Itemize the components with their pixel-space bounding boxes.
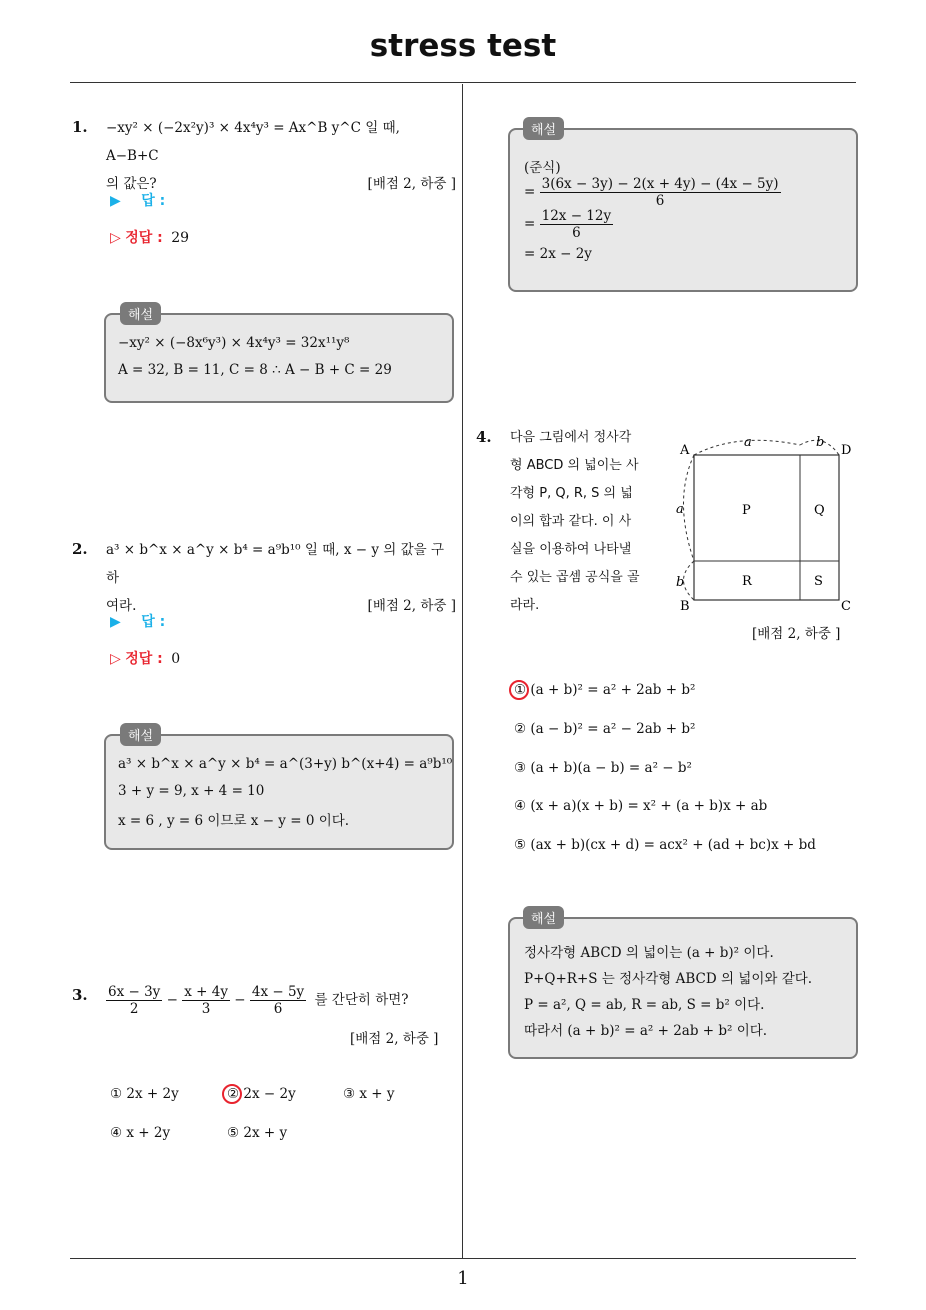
label-a-vertex: A [680,443,690,458]
q3-tail: 를 간단히 하면? [314,992,409,1008]
q3-explanation-tag: 해설 [523,117,564,140]
q3-choice-4[interactable]: ④ x + 2y [110,1125,171,1141]
q2-text [106,536,456,620]
q4-choice-4[interactable]: ④ (x + a)(x + b) = x² + (a + b)x + ab [514,798,768,814]
q3-expl-last: = 2x − 2y [524,246,592,262]
q4-choice-3[interactable]: ③ (a + b)(a − b) = a² − b² [514,760,692,776]
q2-score: [배점 2, 하중 ] [367,598,456,614]
q4-expl-line2: P+Q+R+S 는 정사각형 ABCD 의 넓이와 같다. [524,971,813,987]
q1-expl-line1: −xy² × (−8x⁶y³) × 4x⁴y³ = 32x¹¹y⁸ [118,335,350,351]
correct-mark-icon [509,680,529,700]
q3-frac2: $\frac{x + 4y}{3}$ [184,984,228,1017]
q3-choice-1[interactable]: ① 2x + 2y [110,1086,179,1102]
q3-expl-head: (준식) [524,160,561,176]
correct-mark-icon [222,1084,242,1104]
q4-expl-line3: P = a², Q = ab, R = ab, S = b² 이다. [524,997,765,1013]
q3-choice-2[interactable]: ② 2x − 2y [227,1086,296,1102]
page-number: 1 [457,1268,469,1289]
q2-explanation-box [104,734,454,850]
q1-answer-label: 답 : [141,193,166,209]
q4-expl-line1: 정사각형 ABCD 의 넓이는 (a + b)² 이다. [524,945,774,961]
q4-choice-1[interactable]: ① (a + b)² = a² + 2ab + b² [514,682,696,698]
q3-choice-3[interactable]: ③ x + y [343,1086,395,1102]
label-b-vertex: B [680,599,690,614]
page-title: stress test [369,28,557,64]
triangle-right-icon: ▷ [110,230,121,246]
q4-score: [배점 2, 하중 ] [752,626,841,642]
triangle-right-icon: ▷ [110,651,121,667]
q3-choice-5[interactable]: ⑤ 2x + y [227,1125,288,1141]
label-r: R [742,574,752,589]
q1-correct-value: 29 [171,230,190,246]
q4-expl-line4: 따라서 (a + b)² = a² + 2ab + b² 이다. [524,1023,768,1039]
q4-figure [668,430,858,616]
q3-expl-step1: = $\frac{3(6x - 3y) - 2(x + 4y) - (4x - 5y)}{6}$ [524,176,779,209]
brace-a-left [684,455,695,561]
q4-choice-5[interactable]: ⑤ (ax + b)(cx + d) = acx² + (ad + bc)x + bd [514,837,816,853]
q3-expl-step2: = $\frac{12x - 12y}{6}$ [524,208,612,241]
q2-correct-value: 0 [171,651,181,667]
label-b-top: b [816,435,825,450]
q2-answer-row [110,611,165,631]
q1-answer-row [110,190,165,210]
q3-frac3: $\frac{4x - 5y}{6}$ [251,984,305,1017]
header-rule [70,82,856,83]
q2-explanation-tag: 해설 [120,723,161,746]
q3-explanation-box [508,128,858,292]
label-d-vertex: D [841,443,852,458]
q1-text [106,114,456,198]
q2-answer-label: 답 : [141,614,166,630]
q3-score: [배점 2, 하중 ] [350,1031,439,1047]
q3-expression: $\frac{6x - 3y}{2}$ − $\frac{x + 4y}{3}$ − $\frac{4x - 5y}{6}$ 를 간단히 하면? [108,984,409,1017]
label-p: P [742,503,751,518]
q3-number: 3. [72,986,88,1004]
q4-explanation-tag: 해설 [523,906,564,929]
q1-correct-row [110,227,189,247]
label-b-left: b [676,575,685,590]
q4-text: 다음 그림에서 정사각 형 ABCD 의 넓이는 사 각형 P, Q, R, S 의 넓 이의 합과 같다. 이 사 실을 이용하여 나타낼 수 있는 곱셈 공식을 골 라라. [510,430,640,613]
label-s: S [814,574,823,589]
label-a-top: a [744,435,752,450]
brace-b-left [684,561,695,600]
label-c-vertex: C [841,599,851,614]
q4-choice-2[interactable]: ② (a − b)² = a² − 2ab + b² [514,721,696,737]
q3-frac1: $\frac{6x - 3y}{2}$ [108,984,161,1017]
footer-rule [70,1258,856,1259]
q1-correct-label: 정답 : [125,230,163,246]
q2-expl-line3: x = 6 , y = 6 이므로 x − y = 0 이다. [118,813,350,829]
play-icon: ▶ [110,193,121,209]
q2-number: 2. [72,540,88,558]
label-q: Q [814,503,825,518]
play-icon: ▶ [110,614,121,630]
q2-line1: a³ × b^x × a^y × b⁴ = a⁹b¹⁰ 일 때, x − y 의 값을 구하 [106,542,444,586]
q4-explanation-box [508,917,858,1059]
q1-line2: 의 값은? [106,176,157,192]
q2-line2: 여라. [106,598,137,614]
q1-line1: −xy² × (−2x²y)³ × 4x⁴y³ = Ax^B y^C 일 때, A−B+C [106,120,400,164]
q2-expl-line2: 3 + y = 9, x + 4 = 10 [118,783,265,799]
q1-explanation-tag: 해설 [120,302,161,325]
q1-number: 1. [72,118,88,136]
q2-correct-label: 정답 : [125,651,163,667]
q1-explanation-box [104,313,454,403]
column-divider [462,84,463,1259]
q1-expl-line2: A = 32, B = 11, C = 8 ∴ A − B + C = 29 [118,362,392,378]
q2-correct-row [110,648,180,668]
label-a-left: a [676,502,684,517]
q1-score: [배점 2, 하중 ] [367,176,456,192]
q2-expl-line1: a³ × b^x × a^y × b⁴ = a^(3+y) b^(x+4) = a⁹b¹⁰ [118,756,453,772]
q4-number: 4. [476,428,492,446]
